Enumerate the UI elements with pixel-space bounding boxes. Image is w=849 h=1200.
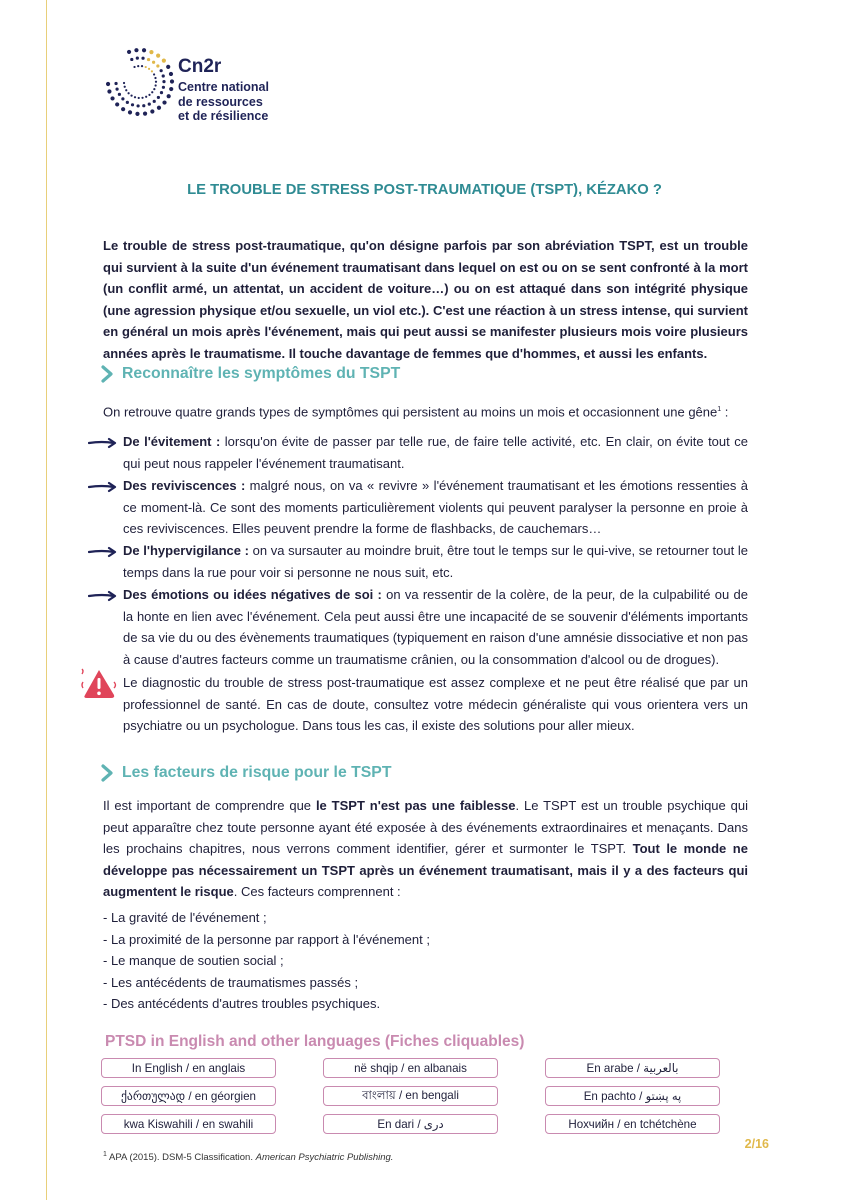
symptom-item <box>123 475 748 540</box>
list-item: - Les antécédents de traumatismes passés ; <box>103 974 359 990</box>
risk-factors-paragraph <box>103 795 748 903</box>
symptom-item <box>123 584 748 670</box>
brand-sub-line: Centre national <box>178 80 269 94</box>
risk-text-e: . Ces facteurs comprennent : <box>233 884 401 899</box>
section-heading-text: Reconnaître les symptômes du TSPT <box>122 365 401 382</box>
chevron-right-icon <box>100 764 114 782</box>
risk-text-b: le TSPT n'est pas une faiblesse <box>315 798 516 813</box>
margin-rule <box>46 0 47 1200</box>
symptom-text: on va ressentir de la colère, de la peur, de la culpabilité ou de la honte en lien avec l'événement. Cela peut aussi être une incapacité de se souvenir d'éléments importants de sa vie du ou des évènements traumatiques (typiquement en raison d'une amnésie dissociative et non pas à cause d'autres facteurs comme un traumatisme crânien, ou la consommation d'alcool ou de drogues). <box>123 587 748 667</box>
symptom-term: Des émotions ou idées négatives de soi : <box>123 587 382 602</box>
symptom-item <box>123 540 748 583</box>
list-item: - La proximité de la personne par rapport à l'événement ; <box>103 931 430 947</box>
section-heading-symptoms <box>100 363 400 385</box>
symptoms-lead <box>103 399 748 423</box>
arrow-right-icon <box>88 546 118 558</box>
language-link-chechen[interactable]: Нохчийн / en tchétchène <box>545 1114 720 1134</box>
language-link-albanian[interactable]: në shqip / en albanais <box>323 1058 498 1078</box>
section-heading-text: Les facteurs de risque pour le TSPT <box>122 764 392 781</box>
symptom-text: on va sursauter au moindre bruit, être tout le temps sur le qui-vive, se retourner tout le temps dans la rue pour voir si personne ne nous suit, etc. <box>123 543 748 580</box>
list-item: - Le manque de soutien social ; <box>103 953 284 968</box>
list-item: - Des antécédents d'autres troubles psychiques. <box>103 996 381 1011</box>
language-link-arabic[interactable]: En arabe / بالعربية <box>545 1058 720 1078</box>
language-link-bengali[interactable]: বাংলায় / en bengali <box>323 1086 498 1106</box>
risk-text-a: Il est important de comprendre que <box>103 798 316 813</box>
chevron-right-icon <box>100 365 114 383</box>
symptom-text: lorsqu'on évite de passer par telle rue, de faire telle activité, etc. En clair, on évite tout ce qui peut nous rappeler l'événement traumatisant. <box>123 434 748 471</box>
symptoms-lead-end: : <box>721 404 729 420</box>
symptoms-lead-text: On retrouve quatre grands types de symptômes qui persistent au moins un mois et occasionnent une gêne <box>103 404 718 420</box>
languages-title: PTSD in English and other languages (Fiches cliquables) <box>105 1033 525 1050</box>
footnote-number: 1 <box>103 1151 107 1158</box>
footnote-publisher: American Psychiatric Publishing. <box>255 1152 394 1164</box>
brand-name: Cn2r <box>178 56 222 77</box>
footnote-text: APA (2015). DSM-5 Classification. <box>106 1152 256 1164</box>
page-number: 2/16 <box>744 1137 769 1151</box>
symptom-term: De l'évitement : <box>123 434 221 449</box>
arrow-right-icon <box>88 590 118 602</box>
section-heading-risk-factors <box>100 762 392 784</box>
risk-text-c: . Le TSPT est un trouble psychique qui peut apparaître chez toute personne ayant été exposée à des événements extraordinaires et menaçants. Dans les prochains chapitres, nous verrons comment identifier, gérer et surmonter le TSPT. <box>103 798 749 856</box>
risk-text-d: Tout le monde ne développe pas nécessairement un TSPT après un événement traumatisant, mais il y a des facteurs qui augmentent le risque <box>103 841 748 899</box>
page-title: LE TROUBLE DE STRESS POST-TRAUMATIQUE (TSPT), KÉZAKO ? <box>187 182 662 198</box>
symptom-text: malgré nous, on va « revivre » l'événement traumatisant et les émotions ressenties à ce moment-là. Ce sont des moments particulièrement violents qui peuvent paralyser la personne en proie à ces reviviscences. Elles peuvent prendre la forme de flashbacks, de cauchemars… <box>123 478 748 536</box>
intro-paragraph: Le trouble de stress post-traumatique, qu'on désigne parfois par son abréviation TSPT, est un trouble qui survient à la suite d'un événement traumatisant dans lequel on est ou on se sent confronté à la mort (un conflit armé, un attentat, un accident de voiture…) ou on est attaqué dans son intégrité physique (une agression physique et/ou sexuelle, un viol etc.). C'est une réaction à un stress intense, qui survient en général un mois après l'événement, mais qui peut aussi se manifester plusieurs mois voire plusieurs années après le traumatisme. Il touche davantage de femmes que d'hommes, et aussi les enfants. <box>103 238 748 361</box>
language-link-english[interactable]: In English / en anglais <box>101 1058 276 1078</box>
footnote-ref: 1 <box>717 406 722 413</box>
symptom-term: Des reviviscences : <box>123 478 246 493</box>
brand-sub-line: et de résilience <box>178 109 269 123</box>
symptom-item <box>123 431 748 474</box>
brand-block <box>178 56 269 124</box>
arrow-right-icon <box>88 437 118 449</box>
language-link-pashto[interactable]: En pachto / په پښتو <box>545 1086 720 1106</box>
symptom-term: De l'hypervigilance : <box>123 543 249 558</box>
list-item: - La gravité de l'événement ; <box>103 910 267 925</box>
language-link-georgian[interactable]: ქართულად / en géorgien <box>101 1086 276 1106</box>
warning-text: Le diagnostic du trouble de stress post-traumatique est assez complexe et ne peut être réalisé que par un professionnel de santé. En cas de doute, consultez votre médecin généraliste qui vous orientera vers un psychiatre ou un psychologue. Dans tous les cas, il existe des solutions pour aller mieux. <box>123 675 748 733</box>
risk-factors-list <box>103 907 430 1015</box>
arrow-right-icon <box>88 481 118 493</box>
footnote <box>103 1151 393 1163</box>
warning-icon <box>80 668 118 700</box>
language-link-dari[interactable]: En dari / دری <box>323 1114 498 1134</box>
cn2r-logo-icon <box>100 42 180 122</box>
language-link-swahili[interactable]: kwa Kiswahili / en swahili <box>101 1114 276 1134</box>
brand-sub-line: de ressources <box>178 94 263 109</box>
